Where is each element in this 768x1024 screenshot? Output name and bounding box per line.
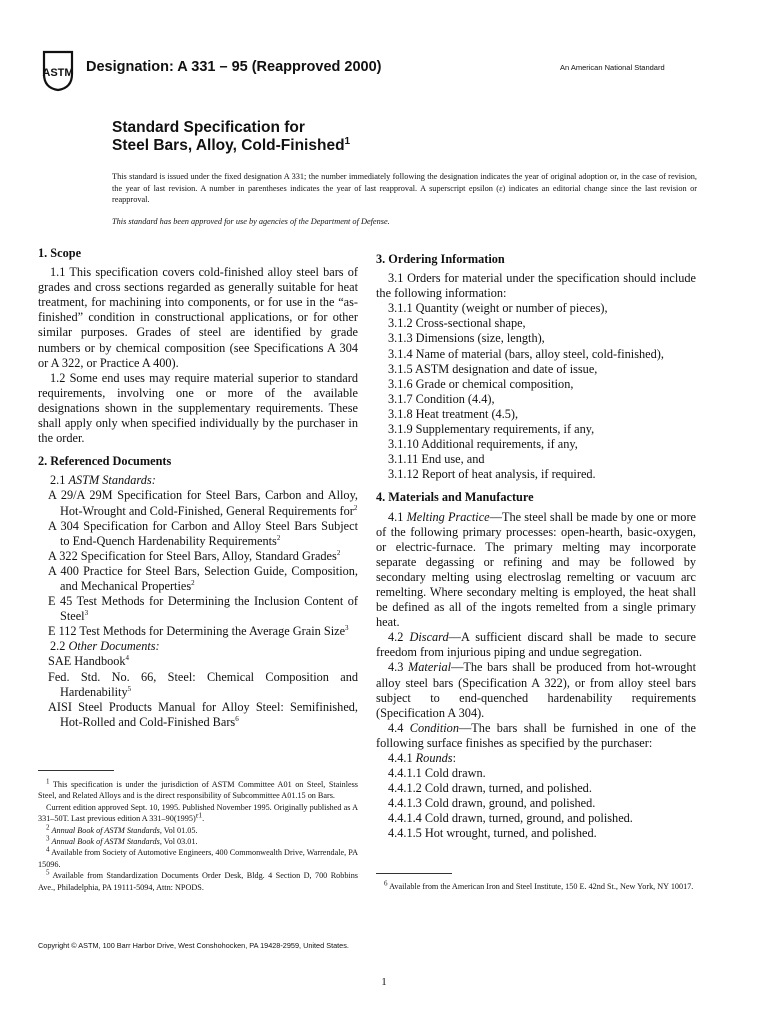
footnote-divider bbox=[376, 873, 452, 874]
ordering-item: 3.1.6 Grade or chemical composition, bbox=[388, 376, 574, 391]
document-title bbox=[112, 119, 350, 155]
ordering-item: 3.1.8 Heat treatment (4.5), bbox=[388, 406, 519, 421]
section-heading-materials: 4. Materials and Manufacture bbox=[376, 490, 534, 505]
section-heading-references: 2. Referenced Documents bbox=[38, 454, 172, 469]
designation: Designation: A 331 – 95 (Reapproved 2000) bbox=[86, 59, 382, 75]
footnotes-left bbox=[38, 779, 358, 893]
page-number: 1 bbox=[381, 976, 387, 988]
melting-practice-paragraph: 4.1 Melting Practice—The steel shall be made by one or more of the following primary processes: open-hearth, basic-oxygen, or electric-furnace. The primary melting may incorporate separate degassing or refining and may be followed by secondary melting using electroslag remelting or vacuum arc remelting. Where secondary melting is employed, the heat shall be defined as all of the ingots remelted from a single primary heat. bbox=[376, 509, 696, 630]
footnote-1: $^1$ This specification is under the jurisdiction of ASTM Committee A01 on Steel, Stainless Steel, and Related Alloys and is the direct responsibility of Subcommittee A01.15 on Bars. bbox=[38, 777, 358, 801]
footnote-3: $^3$ Annual Book of ASTM Standards, Vol 03.01. bbox=[46, 834, 198, 847]
section-heading-scope: 1. Scope bbox=[38, 246, 82, 260]
copyright-line: Copyright © ASTM, 100 Barr Harbor Drive, West Conshohocken, PA 19428-2959, United States. bbox=[38, 941, 349, 950]
title-line-1: Standard Specification for bbox=[112, 119, 305, 136]
ordering-item: 3.1.11 End use, and bbox=[388, 452, 485, 467]
discard-paragraph: 4.2 Discard—A sufficient discard shall be made to secure freedom from injurious piping and undue segregation. bbox=[376, 630, 697, 660]
condition-paragraph: 4.4 Condition—The bars shall be furnished in one of the following surface finishes as specified by the purchaser: bbox=[376, 720, 696, 750]
ordering-item: 3.1.10 Additional requirements, if any, bbox=[388, 437, 578, 452]
section-heading-ordering: 3. Ordering Information bbox=[376, 252, 505, 266]
footnotes-right bbox=[376, 881, 696, 892]
title-footnote-mark: 1 bbox=[344, 135, 351, 147]
ordering-item: 3.1.5 ASTM designation and date of issue, bbox=[388, 361, 598, 376]
scope-paragraph-1: 1.1 This specification covers cold-finished alloy steel bars of grades and cross sections regarded as generally suitable for heat treatment, for machining into components, or for use in the “as-finished” condition in constructional applications, or for other similar purposes. Grades of steel are identified by grade numbers or by chemical composition (see Specifications A 304 or A 322, or Practice A 400). bbox=[38, 265, 358, 370]
dod-approval-note: This standard has been approved for use by agencies of the Department of Defense. bbox=[112, 217, 390, 226]
rounds-item: 4.4.1.5 Hot wrought, turned, and polished. bbox=[388, 826, 597, 841]
ordering-item: 3.1.1 Quantity (weight or number of pieces), bbox=[388, 301, 608, 316]
national-standard-label: An American National Standard bbox=[560, 63, 665, 72]
ordering-intro: 3.1 Orders for material under the specification should include the following information: bbox=[376, 271, 696, 301]
reference-item: A 29/A 29M Specification for Steel Bars, Carbon and Alloy, Hot-Wrought and Cold-Finished, General Requirements for$^2$ bbox=[48, 488, 358, 518]
ordering-item: 3.1.3 Dimensions (size, length), bbox=[388, 331, 545, 346]
footnote-6: $^6$ Available from the American Iron and Steel Institute, 150 E. 42nd St., New York, NY 10017. bbox=[384, 879, 694, 891]
footnote-2: $^2$ Annual Book of ASTM Standards, Vol 01.05. bbox=[46, 822, 198, 835]
ordering-item: 3.1.2 Cross-sectional shape, bbox=[388, 316, 526, 331]
scope-paragraph-2: 1.2 Some end uses may require material superior to standard requirements, involving one or more of the available designations shown in the supplementary requirements. These shall apply only when specified individually by the purchaser in the order. bbox=[38, 370, 358, 446]
astm-logo bbox=[40, 48, 76, 92]
reference-item: Fed. Std. No. 66, Steel: Chemical Composition and Hardenability$^5$ bbox=[48, 669, 358, 699]
ordering-item: 3.1.12 Report of heat analysis, if required. bbox=[388, 467, 596, 482]
title-line-2: Steel Bars, Alloy, Cold-Finished$^1$ bbox=[112, 135, 351, 154]
reference-item: E 45 Test Methods for Determining the Inclusion Content of Steel$^3$ bbox=[48, 594, 358, 624]
ordering-item: 3.1.9 Supplementary requirements, if any, bbox=[388, 422, 595, 437]
other-documents-label: 2.2 Other Documents: bbox=[50, 639, 160, 654]
rounds-label: 4.4.1 Rounds: bbox=[388, 751, 456, 765]
footnote-divider bbox=[38, 770, 114, 771]
rounds-item: 4.4.1.4 Cold drawn, turned, ground, and polished. bbox=[388, 811, 633, 826]
ordering-item: 3.1.4 Name of material (bars, alloy steel, cold-finished), bbox=[388, 346, 664, 361]
logo-text: ASTM bbox=[42, 67, 74, 79]
ordering-item: 3.1.7 Condition (4.4), bbox=[388, 391, 495, 406]
astm-standards-label: 2.1 ASTM Standards: bbox=[50, 473, 156, 488]
preamble-note: This standard is issued under the fixed designation A 331; the number immediately following the designation indicates the year of original adoption or, in the case of revision, the year of last revision. A number in parentheses indicates the year of last reapproval. A superscript epsilon (ε) indicates an editorial change since the last revision or reapproval. bbox=[112, 172, 697, 205]
reference-item: E 112 Test Methods for Determining the Average Grain Size$^3$ bbox=[48, 624, 349, 639]
footnote-1-edition: Current edition approved Sept. 10, 1995. Published November 1995. Originally published as A 331–50T. Last previous edition A $331-90(1995)^{\varepsilon 1}$. bbox=[38, 802, 358, 824]
reference-item: A 304 Specification for Carbon and Alloy Steel Bars Subject to End-Quench Hardenability Requirements$^2$ bbox=[48, 518, 358, 548]
material-paragraph: 4.3 Material—The bars shall be produced from hot-wrought alloy steel bars (Specification A 322), or from alloy steel bars subject to end-quenched hardenability requirements (Specification A 304). bbox=[376, 660, 696, 720]
reference-item: SAE Handbook$^4$ bbox=[48, 654, 130, 669]
rounds-item: 4.4.1.3 Cold drawn, ground, and polished. bbox=[388, 796, 596, 811]
rounds-item: 4.4.1.1 Cold drawn. bbox=[388, 766, 486, 781]
reference-item: A 322 Specification for Steel Bars, Alloy, Standard Grades$^2$ bbox=[48, 548, 341, 563]
reference-item: A 400 Practice for Steel Bars, Selection Guide, Composition, and Mechanical Properties$^2$ bbox=[48, 563, 358, 593]
footnote-4: $^4$ Available from Society of Automotive Engineers, 400 Commonwealth Drive, Warrendale, PA 15096. bbox=[38, 845, 358, 869]
rounds-item: 4.4.1.2 Cold drawn, turned, and polished. bbox=[388, 781, 592, 796]
footnote-5: $^5$ Available from Standardization Documents Order Desk, Bldg. 4 Section D, 700 Robbins Ave., Philadelphia, PA 19111-5094, Attn: NPODS. bbox=[38, 868, 358, 892]
left-column bbox=[38, 246, 358, 730]
right-column bbox=[376, 246, 696, 842]
reference-item: AISI Steel Products Manual for Alloy Steel: Semifinished, Hot-Rolled and Cold-Finished Bars$^6$ bbox=[48, 699, 358, 729]
